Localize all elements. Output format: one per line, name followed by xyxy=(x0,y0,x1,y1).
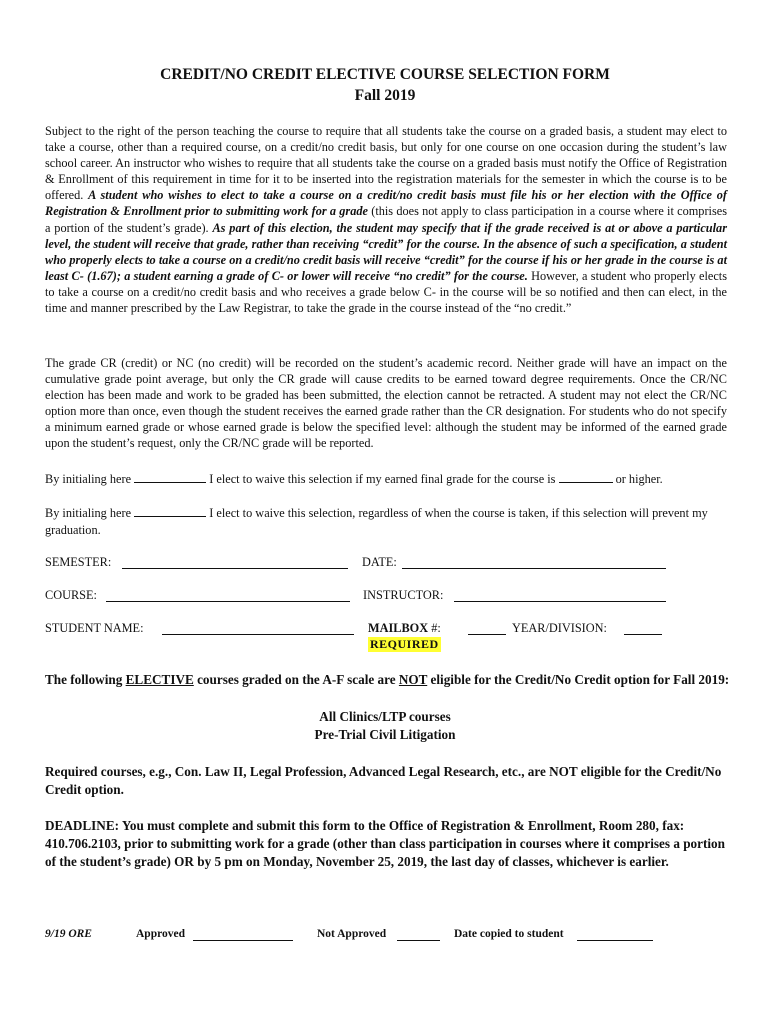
course-label: COURSE: xyxy=(45,588,97,602)
policy-bold-2: As part of this election, the student may specify that if the grade received is at or above a particular level, the student will receive that grade, rather than receiving “credit” for the course. In the absence of such a specification, a student who properly elects to take a course on a credit/no credit basis will receive “credit” for the course if his or her grade in the course is at least C- (1.67); a student earning a grade of C- or lower will receive “no credit” for the course. xyxy=(45,220,727,283)
student-name-field[interactable] xyxy=(162,634,354,635)
waiver1-suffix: or higher. xyxy=(615,472,663,486)
waiver2-initials-field[interactable] xyxy=(134,505,206,517)
not-approved-label: Not Approved xyxy=(317,928,387,940)
deadline-notice: DEADLINE: You must complete and submit this form to the Office of Registration & Enrollment, Room 280, fax: 410.706.2103, prior to submitting work for a grade (other than class participation in courses where it comprises a portion of the student’s grade) OR by 5 pm on Monday, November 25, 2019, the last day of classes, whichever is earlier. xyxy=(45,818,725,869)
mailbox-label xyxy=(368,621,441,636)
mailbox-field[interactable] xyxy=(468,634,506,635)
form-code: 9/19 ORE xyxy=(45,928,92,940)
waiver1-grade-field[interactable] xyxy=(559,471,613,483)
mailbox-word: MAILBOX xyxy=(368,621,429,635)
waiver2-text: I elect to waive this selection, regardless of when the course is taken, if this selection will prevent my graduation. xyxy=(45,506,708,537)
required-courses-notice: Required courses, e.g., Con. Law II, Legal Profession, Advanced Legal Research, etc., are NOT eligible for the Credit/No Credit option. xyxy=(45,764,722,797)
instructor-field[interactable] xyxy=(454,601,666,602)
elective-notice-elective: ELECTIVE xyxy=(125,672,194,687)
elective-notice-part3: eligible for the Credit/No Credit option for Fall 2019: xyxy=(427,672,730,687)
date-copied-label: Date copied to student xyxy=(454,928,564,940)
waiver1-initials-field[interactable] xyxy=(134,471,206,483)
form-subtitle: Fall 2019 xyxy=(354,87,416,104)
policy-text-2: (this does not apply to class participation in a course where it comprises a portion of the student’s grade). xyxy=(45,204,727,235)
policy-text-1: Subject to the right of the person teaching the course to require that all students take the course on a graded basis, a student may elect to take a course, other than a required course, on a credit/no credit basis, but only for one course on one occasion during the student’s law school career. An instructor who wishes to require that all students take the course on a graded basis must notify the Office of Registration & Enrollment of this requirement in time for it to be inserted into the registration materials for the semester in which the course is to be offered. xyxy=(45,124,727,203)
ineligible-course-1: All Clinics/LTP courses xyxy=(319,709,451,724)
course-field[interactable] xyxy=(106,601,350,602)
ineligible-course-2: Pre-Trial Civil Litigation xyxy=(314,727,456,742)
policy-paragraph xyxy=(45,123,727,316)
elective-notice-not: NOT xyxy=(398,672,428,687)
policy-bold-1: A student who wishes to elect to take a course on a credit/no credit basis must file his or her election with the Office of Registration & Enrollment prior to submitting work for a grade xyxy=(45,188,727,219)
date-label: DATE: xyxy=(362,555,397,569)
required-badge: REQUIRED xyxy=(370,637,439,651)
waiver-line-1 xyxy=(45,471,735,488)
date-field[interactable] xyxy=(402,568,666,569)
semester-label: SEMESTER: xyxy=(45,555,112,569)
approved-field[interactable] xyxy=(193,940,293,941)
waiver1-prefix: By initialing here xyxy=(45,472,132,486)
approved-label: Approved xyxy=(136,928,185,940)
year-division-label: YEAR/DIVISION: xyxy=(512,621,607,635)
waiver1-middle: I elect to waive this selection if my earned final grade for the course is xyxy=(209,472,556,486)
mailbox-hash: #: xyxy=(431,621,441,635)
not-approved-field[interactable] xyxy=(397,940,440,941)
elective-notice-part1: The following xyxy=(45,672,126,687)
grade-record-paragraph: The grade CR (credit) or NC (no credit) will be recorded on the student’s academic record. Neither grade will have an impact on the cumulative grade point average, but only the CR grade will cause credits to be earned toward degree requirements. Once the CR/NC election has been made and work to be graded has been submitted, the election cannot be retracted. A student may not elect the CR/NC option more than once, even though the student receives the earned grade rather than the CR designation. For students who do not specify a minimum earned grade or whose earned grade is below the specified level: although the student may be informed of the earned grade upon the student’s request, only the CR/NC grade will be reported. xyxy=(45,356,727,451)
waiver2-prefix: By initialing here xyxy=(45,506,132,520)
elective-notice xyxy=(45,671,735,689)
policy-text-3: However, a student who properly elects to take a course on a credit/no credit basis and who receives a grade below C- in the course will be so notified and then can elect, in the time and manner prescribed by the Law Registrar, to take the grade in the course instead of the “no credit.” xyxy=(45,268,728,316)
elective-notice-part2: courses graded on the A-F scale are xyxy=(193,672,399,687)
semester-field[interactable] xyxy=(122,568,348,569)
instructor-label: INSTRUCTOR: xyxy=(363,588,444,602)
date-copied-field[interactable] xyxy=(577,940,653,941)
waiver-line-2 xyxy=(45,505,735,538)
year-division-field[interactable] xyxy=(624,634,662,635)
form-title: CREDIT/NO CREDIT ELECTIVE COURSE SELECTION FORM xyxy=(160,66,610,83)
student-name-label: STUDENT NAME: xyxy=(45,621,144,635)
